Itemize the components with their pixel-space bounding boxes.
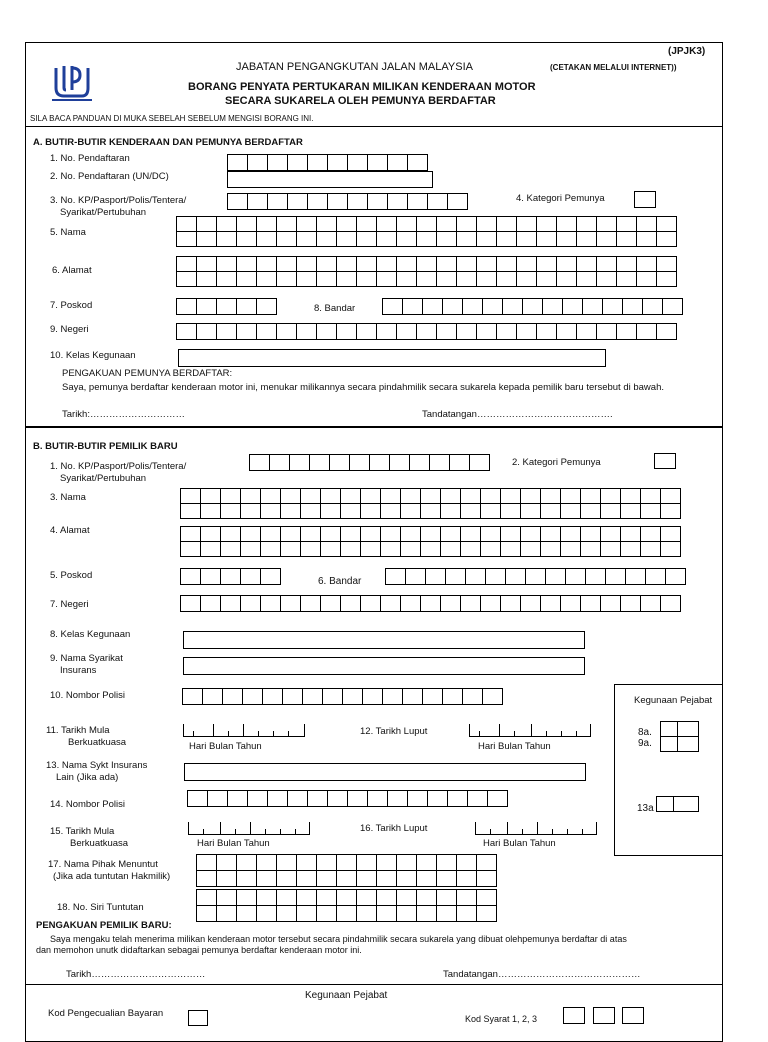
owner-signature-line[interactable]: Tandatangan……………………………………. bbox=[422, 409, 613, 420]
input-owner-category[interactable] bbox=[634, 191, 656, 208]
office-8a-9a-boxes[interactable] bbox=[660, 721, 698, 751]
buyer-declaration-title: PENGAKUAN PEMILIK BARU: bbox=[36, 920, 172, 931]
buyer-declaration-line1: Saya mengaku telah menerima milikan kenderaan motor tersebut secara pindahmilik secara sukarela yang dibuat olehpemunya berdaftar di atas bbox=[50, 934, 627, 944]
input-insurance-company[interactable] bbox=[183, 657, 585, 675]
label-other-start-date-cont: Berkuatkuasa bbox=[70, 838, 129, 849]
section-b-title: B. BUTIR-BUTIR PEMILIK BARU bbox=[33, 441, 178, 452]
start-date-parts: Hari Bulan Tahun bbox=[189, 741, 262, 752]
label-buyer-usage-class: 8. Kelas Kegunaan bbox=[50, 629, 131, 640]
label-owner-name: 5. Nama bbox=[50, 227, 86, 238]
input-buyer-address[interactable] bbox=[180, 526, 680, 556]
label-other-insurer-cont: Lain (Jika ada) bbox=[56, 772, 119, 783]
label-buyer-category: 2. Kategori Pemunya bbox=[512, 457, 601, 468]
label-owner-category: 4. Kategori Pemunya bbox=[516, 193, 605, 204]
other-start-date-parts: Hari Bulan Tahun bbox=[197, 838, 270, 849]
header-divider bbox=[25, 126, 723, 127]
label-owner-city: 8. Bandar bbox=[314, 303, 356, 314]
input-buyer-id[interactable] bbox=[249, 454, 489, 470]
buyer-declaration-line2: dan memohon unutk didaftarkan sebagai pemunya berdaftar kenderaan motor ini. bbox=[36, 945, 362, 955]
label-owner-postcode: 7. Poskod bbox=[50, 300, 93, 311]
input-buyer-name[interactable] bbox=[180, 488, 680, 518]
label-exemption-code: Kod Pengecualian Bayaran bbox=[48, 1008, 164, 1019]
section-a-title: A. BUTIR-BUTIR KENDERAAN DAN PEMUNYA BERDAFTAR bbox=[33, 137, 303, 148]
print-note: (CETAKAN MELALUI INTERNET)) bbox=[550, 63, 677, 72]
agency-name: JABATAN PENGANGKUTAN JALAN MALAYSIA bbox=[236, 61, 473, 73]
label-owner-id-cont: Syarikat/Pertubuhan bbox=[60, 207, 147, 218]
label-owner-id: 3. No. KP/Pasport/Polis/Tentera/ bbox=[50, 195, 187, 206]
label-buyer-postcode: 5. Poskod bbox=[50, 570, 93, 581]
office-13a-label: 13a bbox=[637, 803, 654, 814]
label-claimant: 17. Nama Pihak Menuntut bbox=[48, 859, 158, 870]
label-other-expiry-date: 16. Tarikh Luput bbox=[360, 823, 428, 834]
label-owner-state: 9. Negeri bbox=[50, 324, 89, 335]
label-start-date: 11. Tarikh Mula bbox=[46, 725, 110, 736]
input-owner-name[interactable] bbox=[176, 216, 676, 246]
label-expiry-date: 12. Tarikh Luput bbox=[360, 726, 428, 737]
input-condition-code-3[interactable] bbox=[622, 1007, 644, 1024]
owner-declaration-title: PENGAKUAN PEMUNYA BERDAFTAR: bbox=[62, 368, 233, 379]
label-registration-no: 1. No. Pendaftaran bbox=[50, 153, 130, 164]
instruction-note: SILA BACA PANDUAN DI MUKA SEBELAH SEBELUM MENGISI BORANG INI. bbox=[30, 114, 314, 123]
office-13a-boxes[interactable] bbox=[656, 796, 698, 811]
input-owner-id[interactable] bbox=[227, 193, 467, 209]
office-use-title: Kegunaan Pejabat bbox=[634, 695, 713, 706]
section-divider bbox=[25, 426, 723, 428]
label-buyer-name: 3. Nama bbox=[50, 492, 86, 503]
input-registration-undc[interactable] bbox=[227, 171, 433, 188]
expiry-date-parts: Hari Bulan Tahun bbox=[478, 741, 551, 752]
input-policy-no[interactable] bbox=[182, 688, 502, 704]
input-condition-code-2[interactable] bbox=[593, 1007, 615, 1024]
footer-office-title: Kegunaan Pejabat bbox=[305, 990, 388, 1001]
other-expiry-date-parts: Hari Bulan Tahun bbox=[483, 838, 556, 849]
owner-declaration-text: Saya, pemunya berdaftar kenderaan motor ini, menukar milikannya secara pindahmilik secara sukarela kepada pemilik baru tersebut di bawah. bbox=[62, 382, 664, 393]
input-other-expiry-date[interactable] bbox=[475, 822, 597, 835]
label-condition-code: Kod Syarat 1, 2, 3 bbox=[465, 1014, 538, 1024]
label-other-policy-no: 14. Nombor Polisi bbox=[50, 799, 125, 810]
input-other-policy-no[interactable] bbox=[187, 790, 507, 806]
office-8a-label: 8a. bbox=[638, 727, 652, 738]
label-buyer-address: 4. Alamat bbox=[50, 525, 90, 536]
label-other-start-date: 15. Tarikh Mula bbox=[50, 826, 115, 837]
input-owner-state[interactable] bbox=[176, 323, 676, 339]
label-start-date-cont: Berkuatkuasa bbox=[68, 737, 127, 748]
label-buyer-state: 7. Negeri bbox=[50, 599, 89, 610]
label-insurance-company: 9. Nama Syarikat bbox=[50, 653, 123, 664]
office-use-panel bbox=[614, 684, 723, 856]
buyer-date-line[interactable]: Tarikh……………………………… bbox=[66, 969, 206, 980]
form-code: (JPJK3) bbox=[668, 46, 706, 57]
input-buyer-city[interactable] bbox=[385, 568, 685, 584]
input-expiry-date[interactable] bbox=[469, 724, 591, 737]
input-usage-class[interactable] bbox=[178, 349, 606, 367]
owner-date-line[interactable]: Tarikh:………………………… bbox=[62, 409, 185, 420]
input-buyer-state[interactable] bbox=[180, 595, 680, 611]
label-buyer-city: 6. Bandar bbox=[318, 576, 362, 587]
input-condition-code-1[interactable] bbox=[563, 1007, 585, 1024]
label-claim-serial: 18. No. Siri Tuntutan bbox=[57, 902, 144, 913]
label-policy-no: 10. Nombor Polisi bbox=[50, 690, 125, 701]
label-insurance-company-cont: Insurans bbox=[60, 665, 97, 676]
label-usage-class: 10. Kelas Kegunaan bbox=[50, 350, 136, 361]
office-9a-label: 9a. bbox=[638, 738, 652, 749]
buyer-signature-line[interactable]: Tandatangan……………………………………… bbox=[443, 969, 641, 980]
input-other-start-date[interactable] bbox=[188, 822, 310, 835]
input-claim-serial[interactable] bbox=[196, 905, 496, 921]
input-other-insurer[interactable] bbox=[184, 763, 586, 781]
input-claimant[interactable] bbox=[196, 854, 496, 905]
label-claimant-cont: (Jika ada tuntutan Hakmilik) bbox=[53, 871, 171, 882]
input-owner-address[interactable] bbox=[176, 256, 676, 286]
input-buyer-usage-class[interactable] bbox=[183, 631, 585, 649]
footer-divider bbox=[25, 984, 723, 985]
input-start-date[interactable] bbox=[183, 724, 305, 737]
input-buyer-postcode[interactable] bbox=[180, 568, 280, 584]
label-registration-undc: 2. No. Pendaftaran (UN/DC) bbox=[50, 171, 169, 182]
label-buyer-id-cont: Syarikat/Pertubuhan bbox=[60, 473, 147, 484]
label-buyer-id: 1. No. KP/Pasport/Polis/Tentera/ bbox=[50, 461, 187, 472]
form-title-line2: SECARA SUKARELA OLEH PEMUNYA BERDAFTAR bbox=[225, 95, 496, 107]
label-other-insurer: 13. Nama Sykt Insurans bbox=[46, 760, 148, 771]
input-owner-city[interactable] bbox=[382, 298, 682, 314]
input-buyer-category[interactable] bbox=[654, 453, 676, 469]
input-owner-postcode[interactable] bbox=[176, 298, 276, 314]
label-owner-address: 6. Alamat bbox=[52, 265, 92, 276]
form-title-line1: BORANG PENYATA PERTUKARAN MILIKAN KENDERAAN MOTOR bbox=[188, 81, 536, 93]
input-registration-no[interactable] bbox=[227, 154, 427, 170]
jpj-logo bbox=[50, 62, 94, 104]
